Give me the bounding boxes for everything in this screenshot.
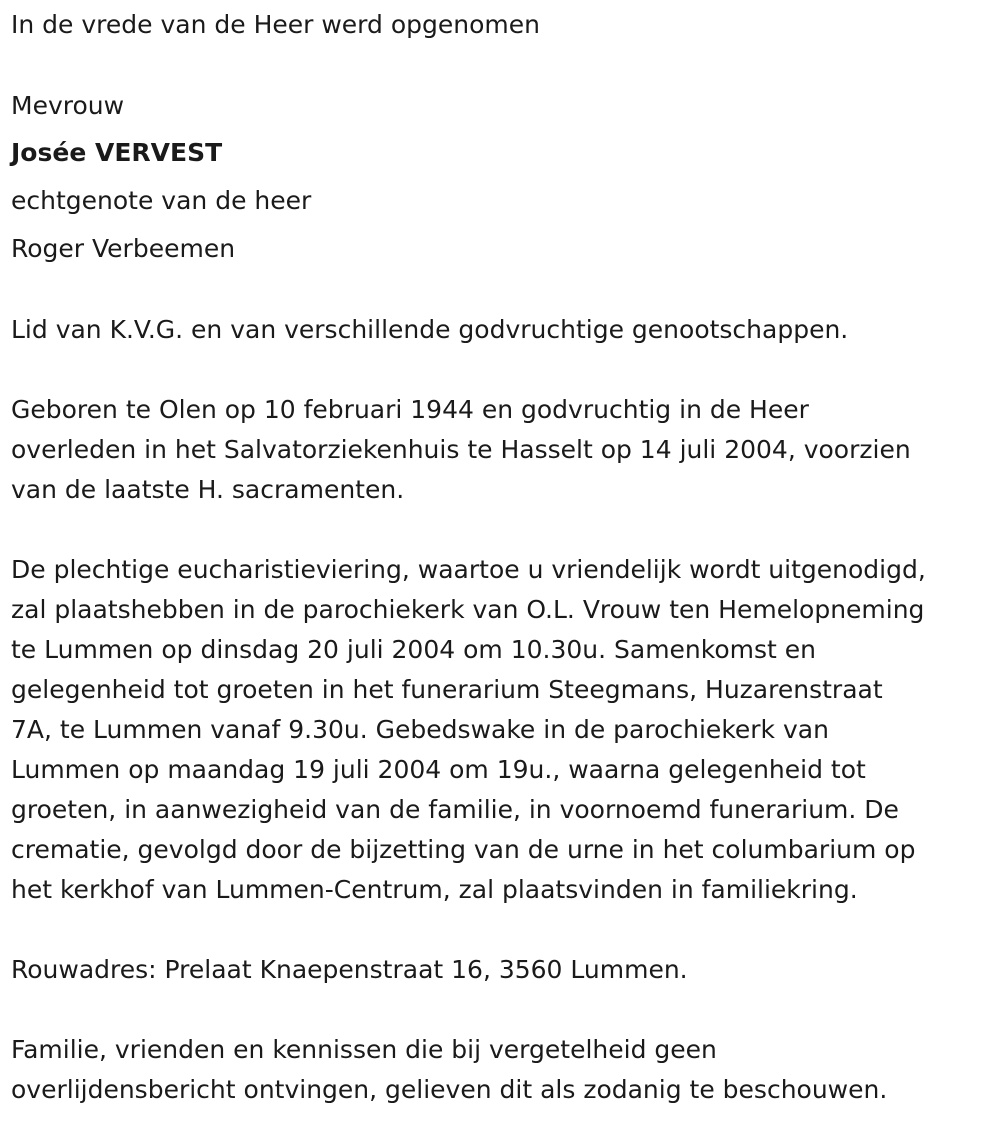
- birth-death-line: overleden in het Salvatorziekenhuis te Hasselt op 14 juli 2004, voorzien: [11, 435, 911, 464]
- membership-text: Lid van K.V.G. en van verschillende godvruchtige genootschappen.: [11, 315, 849, 344]
- ceremony-line: gelegenheid tot groeten in het funerarium Steegmans, Huzarenstraat: [11, 675, 883, 704]
- birth-death-line: Geboren te Olen op 10 februari 1944 en godvruchtig in de Heer: [11, 395, 809, 424]
- ceremony-line: zal plaatshebben in de parochiekerk van O.L. Vrouw ten Hemelopneming: [11, 595, 925, 624]
- title-prefix: Mevrouw: [11, 91, 125, 120]
- ceremony-line: het kerkhof van Lummen-Centrum, zal plaatsvinden in familiekring.: [11, 875, 858, 904]
- ceremony-line: Lummen op maandag 19 juli 2004 om 19u., waarna gelegenheid tot: [11, 755, 866, 784]
- birth-death-line: van de laatste H. sacramenten.: [11, 475, 405, 504]
- spouse-name: Roger Verbeemen: [11, 234, 236, 263]
- ceremony-line: 7A, te Lummen vanaf 9.30u. Gebedswake in de parochiekerk van: [11, 715, 829, 744]
- mourning-address: Rouwadres: Prelaat Knaepenstraat 16, 3560 Lummen.: [11, 955, 688, 984]
- closing-line: Familie, vrienden en kennissen die bij vergetelheid geen: [11, 1035, 717, 1064]
- ceremony-line: De plechtige eucharistieviering, waartoe u vriendelijk wordt uitgenodigd,: [11, 555, 926, 584]
- ceremony-line: groeten, in aanwezigheid van de familie, in voornoemd funerarium. De: [11, 795, 899, 824]
- deceased-name: Josée VERVEST: [11, 138, 223, 167]
- ceremony-line: crematie, gevolgd door de bijzetting van de urne in het columbarium op: [11, 835, 916, 864]
- spouse-relation: echtgenote van de heer: [11, 186, 312, 215]
- ceremony-line: te Lummen op dinsdag 20 juli 2004 om 10.30u. Samenkomst en: [11, 635, 817, 664]
- intro-text: In de vrede van de Heer werd opgenomen: [11, 10, 540, 39]
- closing-line: overlijdensbericht ontvingen, gelieven dit als zodanig te beschouwen.: [11, 1075, 888, 1104]
